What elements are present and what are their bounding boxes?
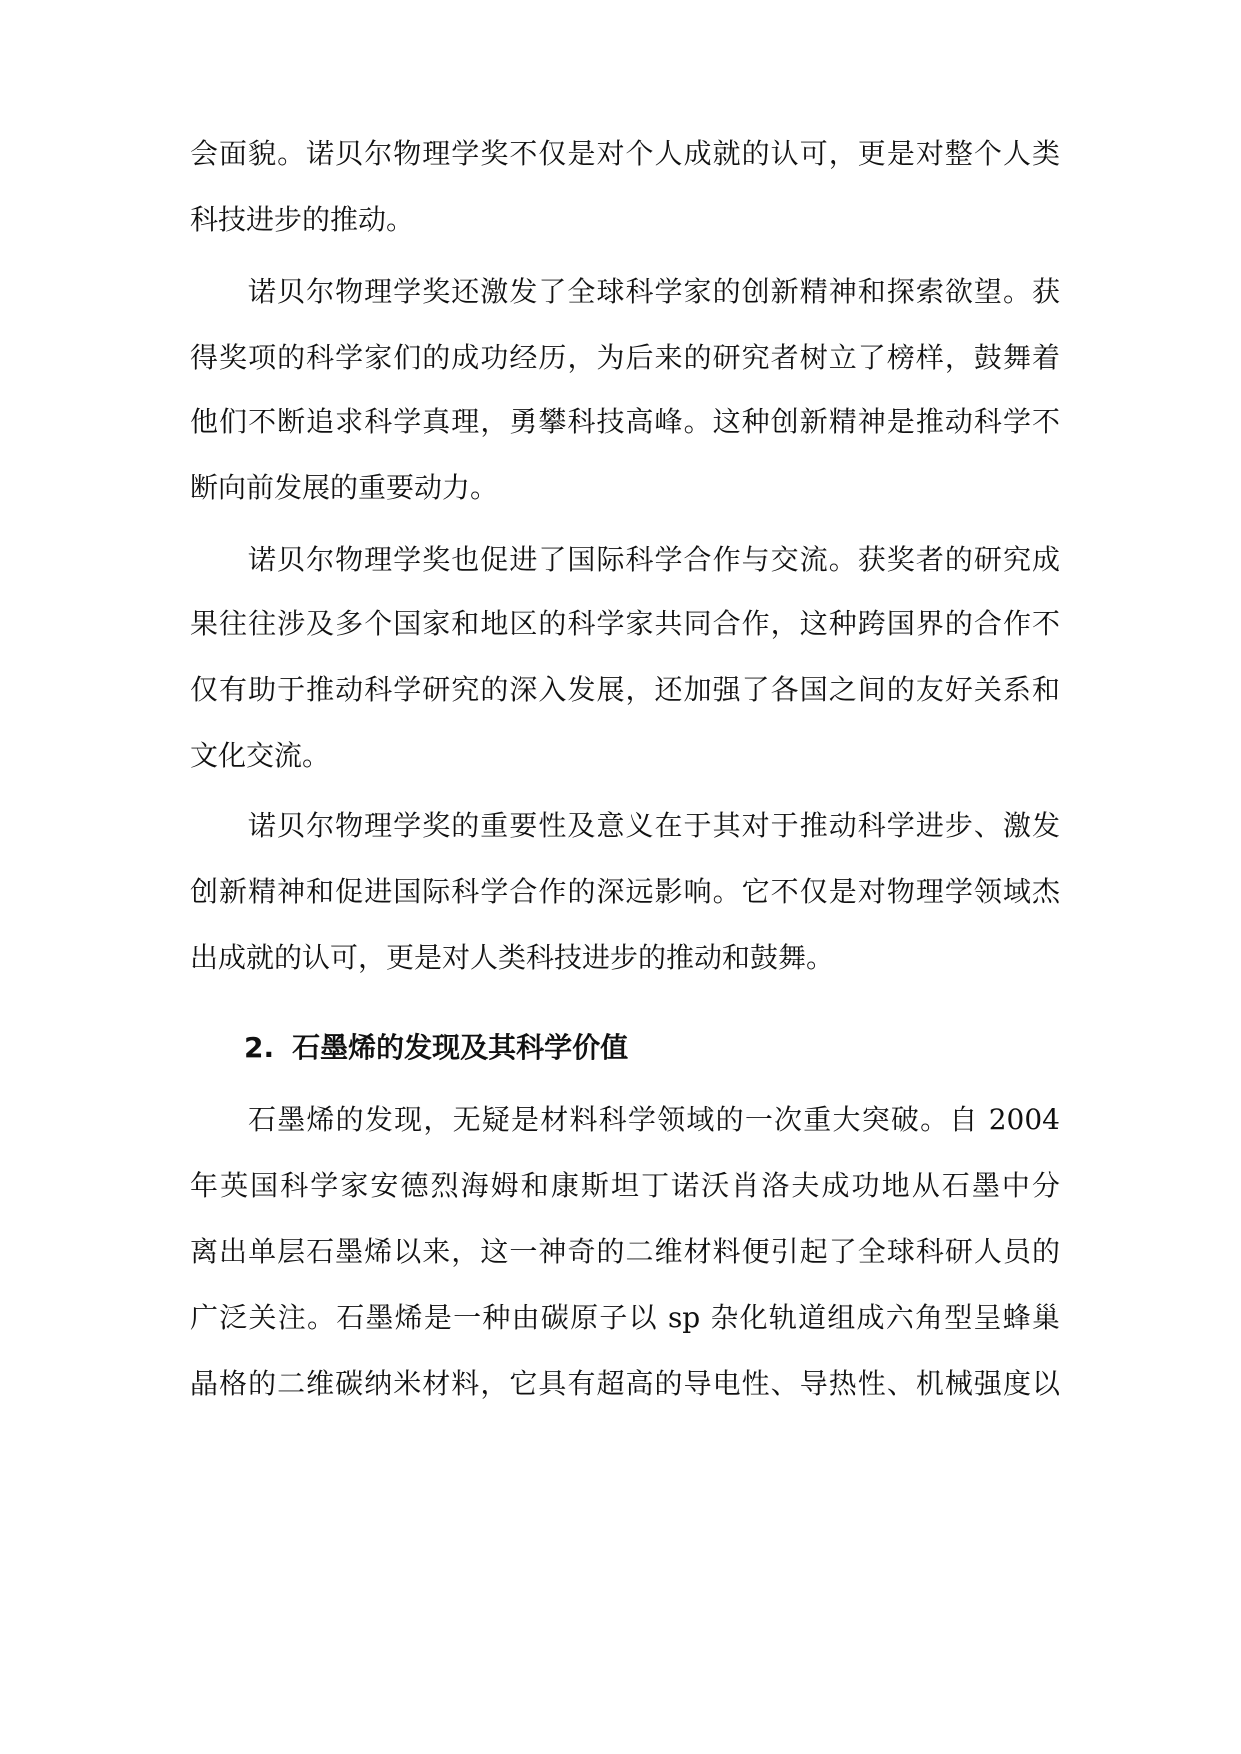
section-paragraph-line-4: 广泛关注。石墨烯是一种由碳原子以 sp 杂化轨道组成六角型呈蜂巢 [190,1301,1060,1334]
paragraph-2-line-1: 诺贝尔物理学奖还激发了全球科学家的创新精神和探索欲望。获 [248,275,1060,308]
paragraph-4-line-1: 诺贝尔物理学奖的重要性及意义在于其对于推动科学进步、激发 [248,809,1060,842]
paragraph-3-line-1: 诺贝尔物理学奖也促进了国际科学合作与交流。获奖者的研究成 [248,543,1060,576]
section-paragraph-line-2: 年英国科学家安德烈海姆和康斯坦丁诺沃肖洛夫成功地从石墨中分 [190,1169,1060,1202]
section-number: 2. [244,1031,275,1064]
section-title: 石墨烯的发现及其科学价值 [292,1031,629,1064]
paragraph-4-line-3: 出成就的认可，更是对人类科技进步的推动和鼓舞。 [190,941,835,974]
paragraph-2-line-3: 他们不断追求科学真理，勇攀科技高峰。这种创新精神是推动科学不 [190,405,1060,438]
paragraph-1-line-2: 科技进步的推动。 [190,203,415,236]
paragraph-4-line-2: 创新精神和促进国际科学合作的深远影响。它不仅是对物理学领域杰 [190,875,1060,908]
paragraph-3-line-3: 仅有助于推动科学研究的深入发展，还加强了各国之间的友好关系和 [190,673,1060,706]
section-heading [244,1026,944,1070]
paragraph-3-line-4: 文化交流。 [190,739,331,772]
paragraph-2-line-2: 得奖项的科学家们的成功经历，为后来的研究者树立了榜样，鼓舞着 [190,341,1060,374]
section-paragraph-line-1: 石墨烯的发现，无疑是材料科学领域的一次重大突破。自 2004 [248,1103,1060,1136]
paragraph-2-line-4: 断向前发展的重要动力。 [190,471,499,504]
section-paragraph-line-3: 离出单层石墨烯以来，这一神奇的二维材料便引起了全球科研人员的 [190,1235,1060,1268]
section-paragraph-line-5: 晶格的二维碳纳米材料，它具有超高的导电性、导热性、机械强度以 [190,1367,1060,1400]
paragraph-1-line-1: 会面貌。诺贝尔物理学奖不仅是对个人成就的认可，更是对整个人类 [190,137,1060,170]
paragraph-3-line-2: 果往往涉及多个国家和地区的科学家共同合作，这种跨国界的合作不 [190,607,1060,640]
